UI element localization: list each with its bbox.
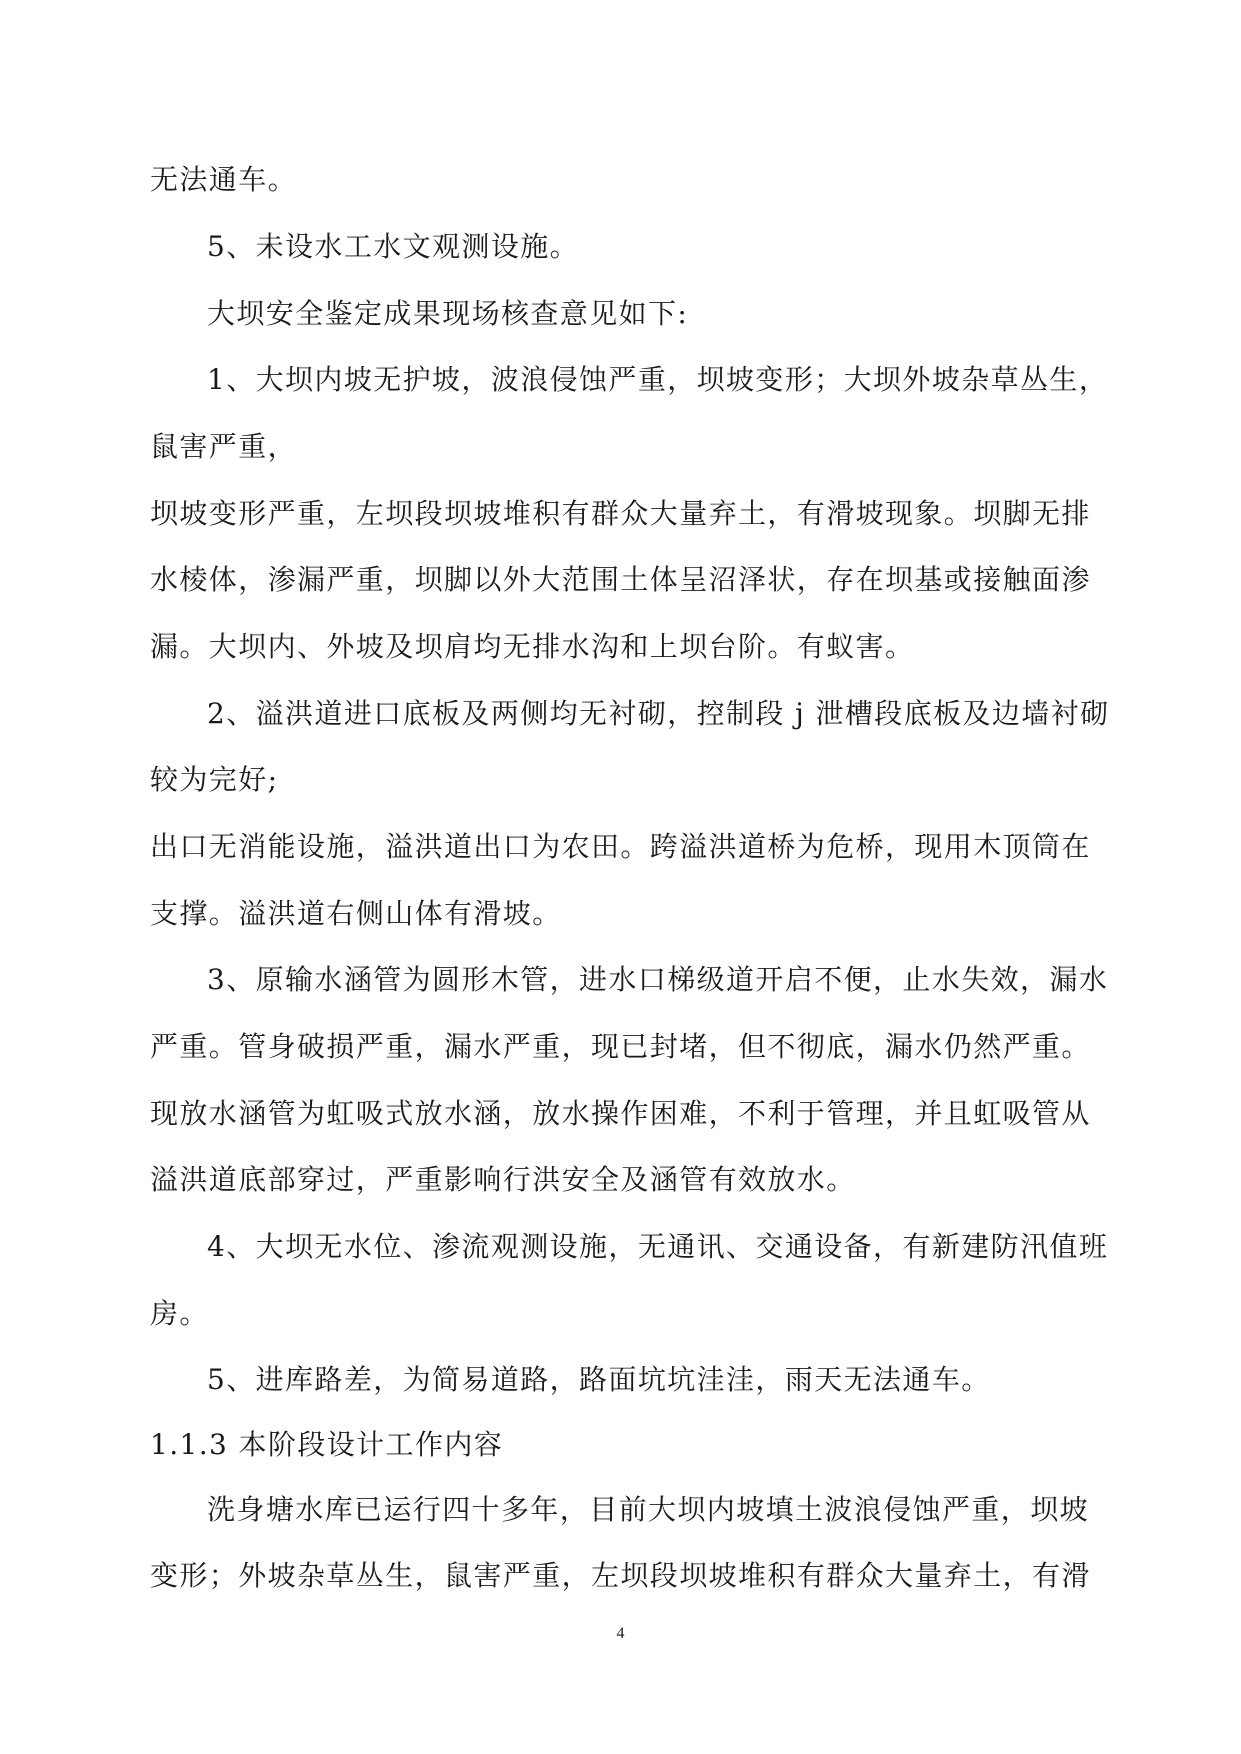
body-text-line: 房。 <box>150 1297 209 1330</box>
body-text-line: 现放水涵管为虹吸式放水涵，放水操作困难，不利于管理，并且虹吸管从 <box>150 1097 1091 1130</box>
body-text-line: 水棱体，渗漏严重，坝脚以外大范围土体呈沼泽状，存在坝基或接触面渗 <box>150 563 1091 596</box>
body-text-line: 鼠害严重， <box>150 430 298 463</box>
paragraph-text: 大坝安全鉴定成果现场核查意见如下: <box>207 297 689 330</box>
list-item-text: 5、进库路差，为简易道路，路面坑坑洼洼，雨天无法通车。 <box>207 1363 991 1396</box>
list-item-text: 3、原输水涵管为圆形木管，进水口梯级道开启不便，止水失效，漏水 <box>207 963 1109 996</box>
body-text-line: 支撑。溢洪道右侧山体有滑坡。 <box>150 897 562 930</box>
list-item-text: 4、大坝无水位、渗流观测设施，无通讯、交通设备，有新建防汛值班 <box>207 1230 1109 1263</box>
list-item-text: 2、溢洪道进口底板及两侧均无衬砌，控制段 j 泄槽段底板及边墙衬砌 <box>207 697 1110 730</box>
body-text-line: 较为完好; <box>150 763 279 796</box>
paragraph-text: 洗身塘水库已运行四十多年，目前大坝内坡填土波浪侵蚀严重，坝坡 <box>207 1493 1090 1526</box>
list-item-text: 5、未设水工水文观测设施。 <box>207 230 580 263</box>
body-text-line: 溢洪道底部穿过，严重影响行洪安全及涵管有效放水。 <box>150 1163 856 1196</box>
body-text-line: 无法通车。 <box>150 163 298 196</box>
body-text-line: 坝坡变形严重，左坝段坝坡堆积有群众大量弃土，有滑坡现象。坝脚无排 <box>150 497 1091 530</box>
body-text-line: 变形；外坡杂草丛生，鼠害严重，左坝段坝坡堆积有群众大量弃土，有滑 <box>150 1559 1091 1592</box>
body-text-line: 严重。管身破损严重，漏水严重，现已封堵，但不彻底，漏水仍然严重。 <box>150 1030 1091 1063</box>
body-text-line: 漏。大坝内、外坡及坝肩均无排水沟和上坝台阶。有蚁害。 <box>150 630 915 663</box>
section-heading: 1.1.3 本阶段设计工作内容 <box>150 1428 504 1461</box>
list-item-text: 1、大坝内坡无护坡，波浪侵蚀严重，坝坡变形；大坝外坡杂草丛生， <box>207 363 1109 396</box>
body-text-line: 出口无消能设施，溢洪道出口为农田。跨溢洪道桥为危桥，现用木顶筒在 <box>150 830 1091 863</box>
page-number: 4 <box>616 1625 625 1642</box>
